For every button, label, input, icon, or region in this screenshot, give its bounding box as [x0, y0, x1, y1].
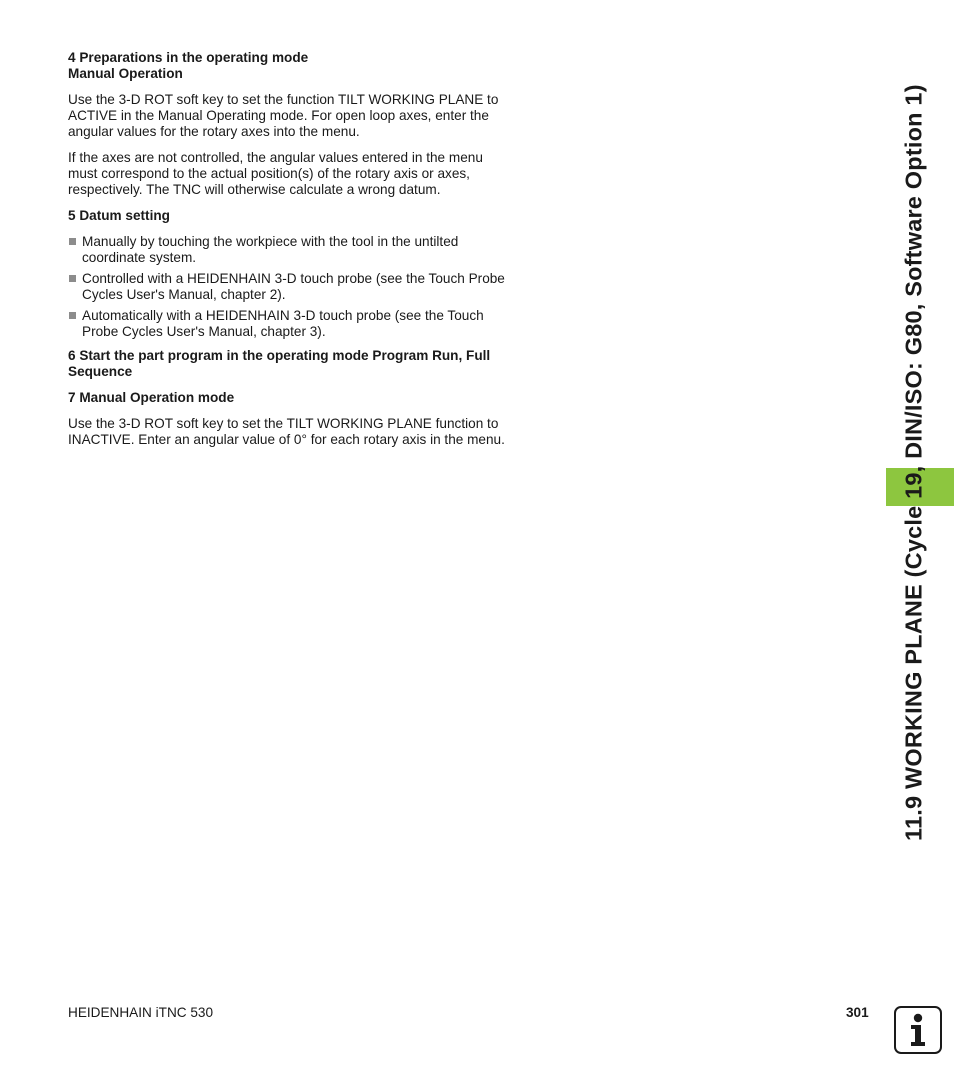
side-title-text: 11.9 WORKING PLANE (Cycle 19, DIN/ISO: G80, Software Option 1)	[900, 84, 927, 841]
info-glyph	[896, 1008, 940, 1052]
list-item: Manually by touching the workpiece with the tool in the untilted coordinate system.	[68, 234, 513, 266]
section-header	[68, 50, 513, 82]
manual-mode-heading: 7 Manual Operation mode	[68, 390, 235, 405]
paragraph-uncontrolled-axes: If the axes are not controlled, the angular values entered in the menu must correspond to the actual position(s) of the rotary axis or axes, respectively. The TNC will otherwise calculate a wrong datum.	[68, 150, 483, 197]
running-chapter-title	[886, 48, 942, 868]
paragraph-activate: Use the 3-D ROT soft key to set the function TILT WORKING PLANE to ACTIVE in the Manual Operating mode. For open loop axes, enter the angular values for the rotary axes into the menu.	[68, 92, 499, 139]
page-number: 301	[846, 1005, 869, 1020]
program-run-heading: 6 Start the part program in the operating mode Program Run, Full Sequence	[68, 348, 491, 379]
datum-heading: 5 Datum setting	[68, 208, 170, 223]
list-item: Controlled with a HEIDENHAIN 3-D touch probe (see the Touch Probe Cycles User's Manual, chapter 2).	[68, 271, 513, 303]
footer-product: HEIDENHAIN iTNC 530	[68, 1005, 214, 1020]
datum-list	[68, 234, 513, 340]
bullet-square-icon	[69, 238, 76, 245]
section-title: 4 Preparations in the operating mode	[68, 50, 309, 65]
bullet-square-icon	[69, 312, 76, 319]
info-icon	[894, 1006, 942, 1054]
main-content	[68, 50, 513, 448]
list-item: Automatically with a HEIDENHAIN 3-D touch probe (see the Touch Probe Cycles User's Manual, chapter 3).	[68, 308, 513, 340]
paragraph-deactivate: Use the 3-D ROT soft key to set the TILT WORKING PLANE function to INACTIVE. Enter an angular value of 0° for each rotary axis in the menu.	[68, 416, 505, 447]
bullet-square-icon	[69, 275, 76, 282]
section-subtitle: Manual Operation	[68, 66, 183, 81]
